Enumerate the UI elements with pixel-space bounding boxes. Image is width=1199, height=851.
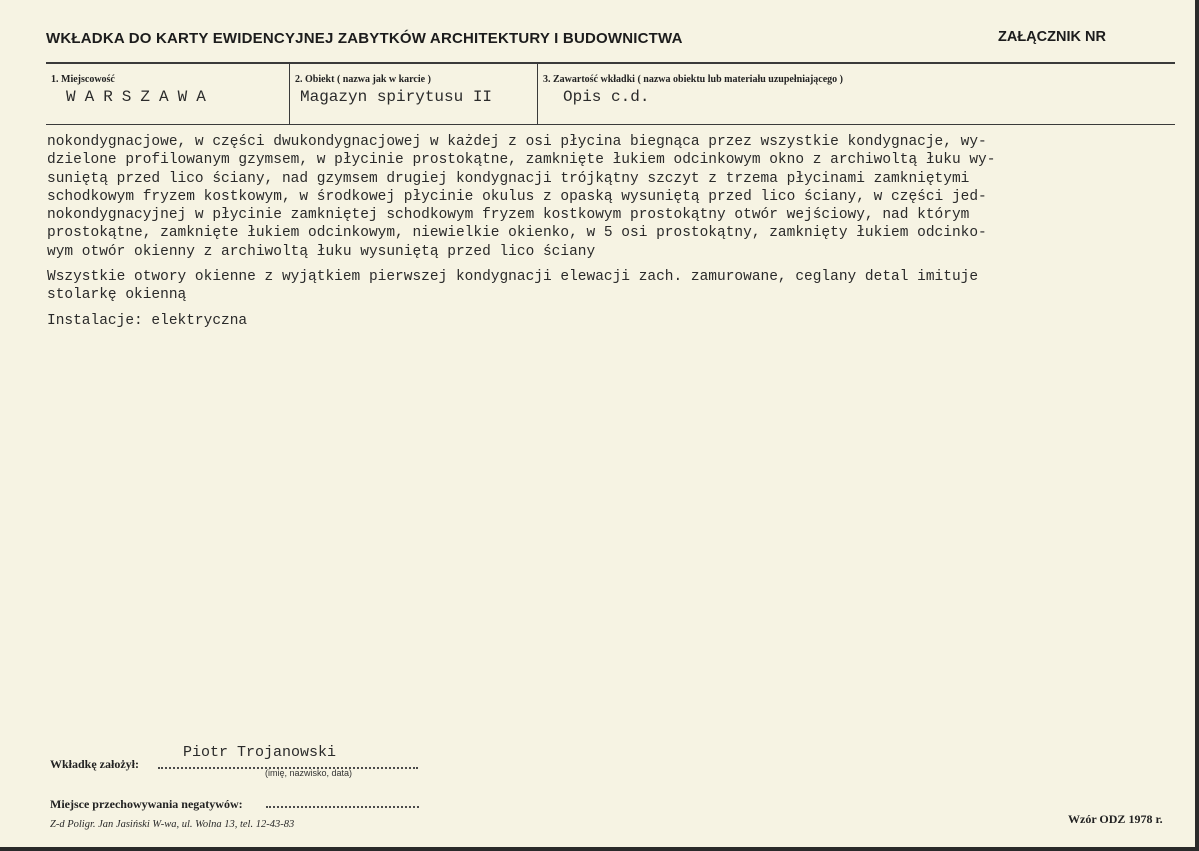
card-title: WKŁADKA DO KARTY EWIDENCYJNEJ ZABYTKÓW ARCHITEKTURY I BUDOWNICTWA <box>46 30 683 47</box>
negatives-location-label: Miejsce przechowywania negatywów: <box>50 797 243 811</box>
creator-hint: (imię, nazwisko, data) <box>265 768 353 778</box>
creator-label: Wkładkę założył: <box>50 757 139 771</box>
printer-imprint: Z-d Poligr. Jan Jasiński W-wa, ul. Wolna 13, tel. 12-43-83 <box>50 819 295 830</box>
description-paragraph: Instalacje: elektryczna <box>47 312 248 329</box>
field-content <box>537 64 1176 124</box>
field-place <box>46 64 289 124</box>
field-object-value: Magazyn spirytusu II <box>300 88 493 106</box>
field-place-value: WARSZAWA <box>66 88 215 106</box>
field-object <box>289 64 538 124</box>
field-content-label: 3. Zawartość wkładki ( nazwa obiektu lub materiału uzupełniającego ) <box>543 74 844 85</box>
field-object-label: 2. Obiekt ( nazwa jak w karcie ) <box>295 74 431 85</box>
annex-number-label: ZAŁĄCZNIK NR <box>998 29 1106 45</box>
description-paragraph: Wszystkie otwory okienne z wyjątkiem pierwszej kondygnacji elewacji zach. zamurowane, ceglany detal imituje stolarkę okienną <box>47 269 979 304</box>
field-content-value: Opis c.d. <box>563 88 650 106</box>
field-place-label: 1. Miejscowość <box>51 74 115 85</box>
form-id: Wzór ODZ 1978 r. <box>1068 812 1163 826</box>
negatives-dotted-line <box>266 806 419 808</box>
header-fields-row <box>46 62 1175 125</box>
creator-name: Piotr Trojanowski <box>183 744 337 761</box>
description-paragraph: nokondygnacjowe, w części dwukondygnacjowej w każdej z osi płycina biegnąca przez wszystkie kondygnacje, wy- dzielone profilowanym gzymsem, w płycinie prostokątne, zamknięte łukiem odcinkowym okno z archiwoltą łuku wy- suniętą przed lico ściany, nad gzymsem drugiej kondygnacji trójkątny szczyt z trzema płycinami zamkniętymi schodkowym fryzem kostkowym, w środkowej płycinie okulus z opaską wysuniętą przed lico ściany, w części jed- nokondygnacyjnej w płycinie zamkniętej schodkowym fryzem kostkowym prostokątny otwór wejściowy, nad którym prostokątne, zamknięte łukiem odcinkowym, niewielkie okienko, w 5 osi prostokątny, zamknięty łukiem odcinko- wym otwór okienny z archiwoltą łuku wysuniętą przed lico ściany <box>47 134 996 260</box>
description-body <box>47 133 1167 337</box>
